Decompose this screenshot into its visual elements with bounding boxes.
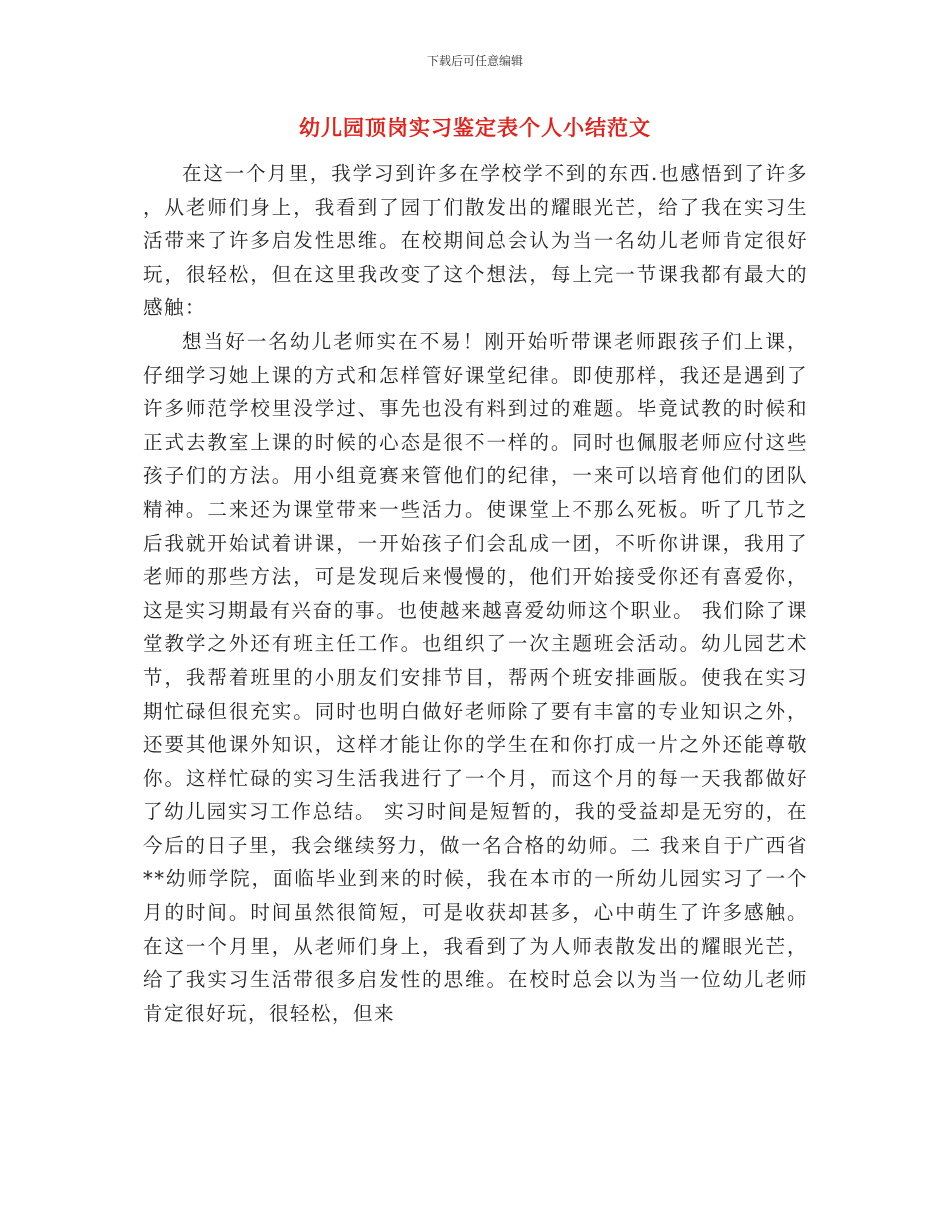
- document-body: [143, 157, 808, 1030]
- document-title: 幼儿园顶岗实习鉴定表个人小结范文: [299, 116, 651, 140]
- page-header-note: 下载后可任意编辑: [426, 54, 523, 68]
- paragraph-2: 想当好一名幼儿老师实在不易！刚开始听带课老师跟孩子们上课，仔细学习她上课的方式和怎样管好课堂纪律。即使那样，我还是遇到了许多师范学校里没学过、事先也没有料到过的难题。毕竟试教的时候和正式去教室上课的时候的心态是很不一样的。同时也佩服老师应付这些孩子们的方法。用小组竟赛来管他们的纪律，一来可以培育他们的团队精神。二来还为课堂带来一些活力。使课堂上不那么死板。听了几节之后我就开始试着讲课，一开始孩子们会乱成一团，不听你讲课，我用了老师的那些方法，可是发现后来慢慢的，他们开始接受你还有喜爱你，这是实习期最有兴奋的事。也使越来越喜爱幼师这个职业。 我们除了课堂教学之外还有班主任工作。也组织了一次主题班会活动。幼儿园艺术节，我帮着班里的小朋友们安排节目，帮两个班安排画版。使我在实习期忙碌但很充实。同时也明白做好老师除了要有丰富的专业知识之外，还要其他课外知识，这样才能让你的学生在和你打成一片之外还能尊敬你。这样忙碌的实习生活我进行了一个月，而这个月的每一天我都做好了幼儿园实习工作总结。 实习时间是短暂的，我的受益却是无穷的，在今后的日子里，我会继续努力，做一名合格的幼师。二 我来自于广西省**幼师学院，面临毕业到来的时候，我在本市的一所幼儿园实习了一个月的时间。时间虽然很简短，可是收获却甚多，心中萌生了许多感触。 在这一个月里，从老师们身上，我看到了为人师表散发出的耀眼光芒，给了我实习生活带很多启发性的思维。在校时总会以为当一位幼儿老师肯定很好玩，很轻松，但来: [143, 329, 808, 1025]
- paragraph-1: 在这一个月里，我学习到许多在学校学不到的东西.也感悟到了许多 ，从老师们身上，我看到了园丁们散发出的耀眼光芒，给了我在实习生活带来了许多启发性思维。在校期间总会认为当一名幼儿老师肯定很好玩，很轻松，但在这里我改变了这个想法，每上完一节课我都有最大的感触：: [143, 162, 808, 320]
